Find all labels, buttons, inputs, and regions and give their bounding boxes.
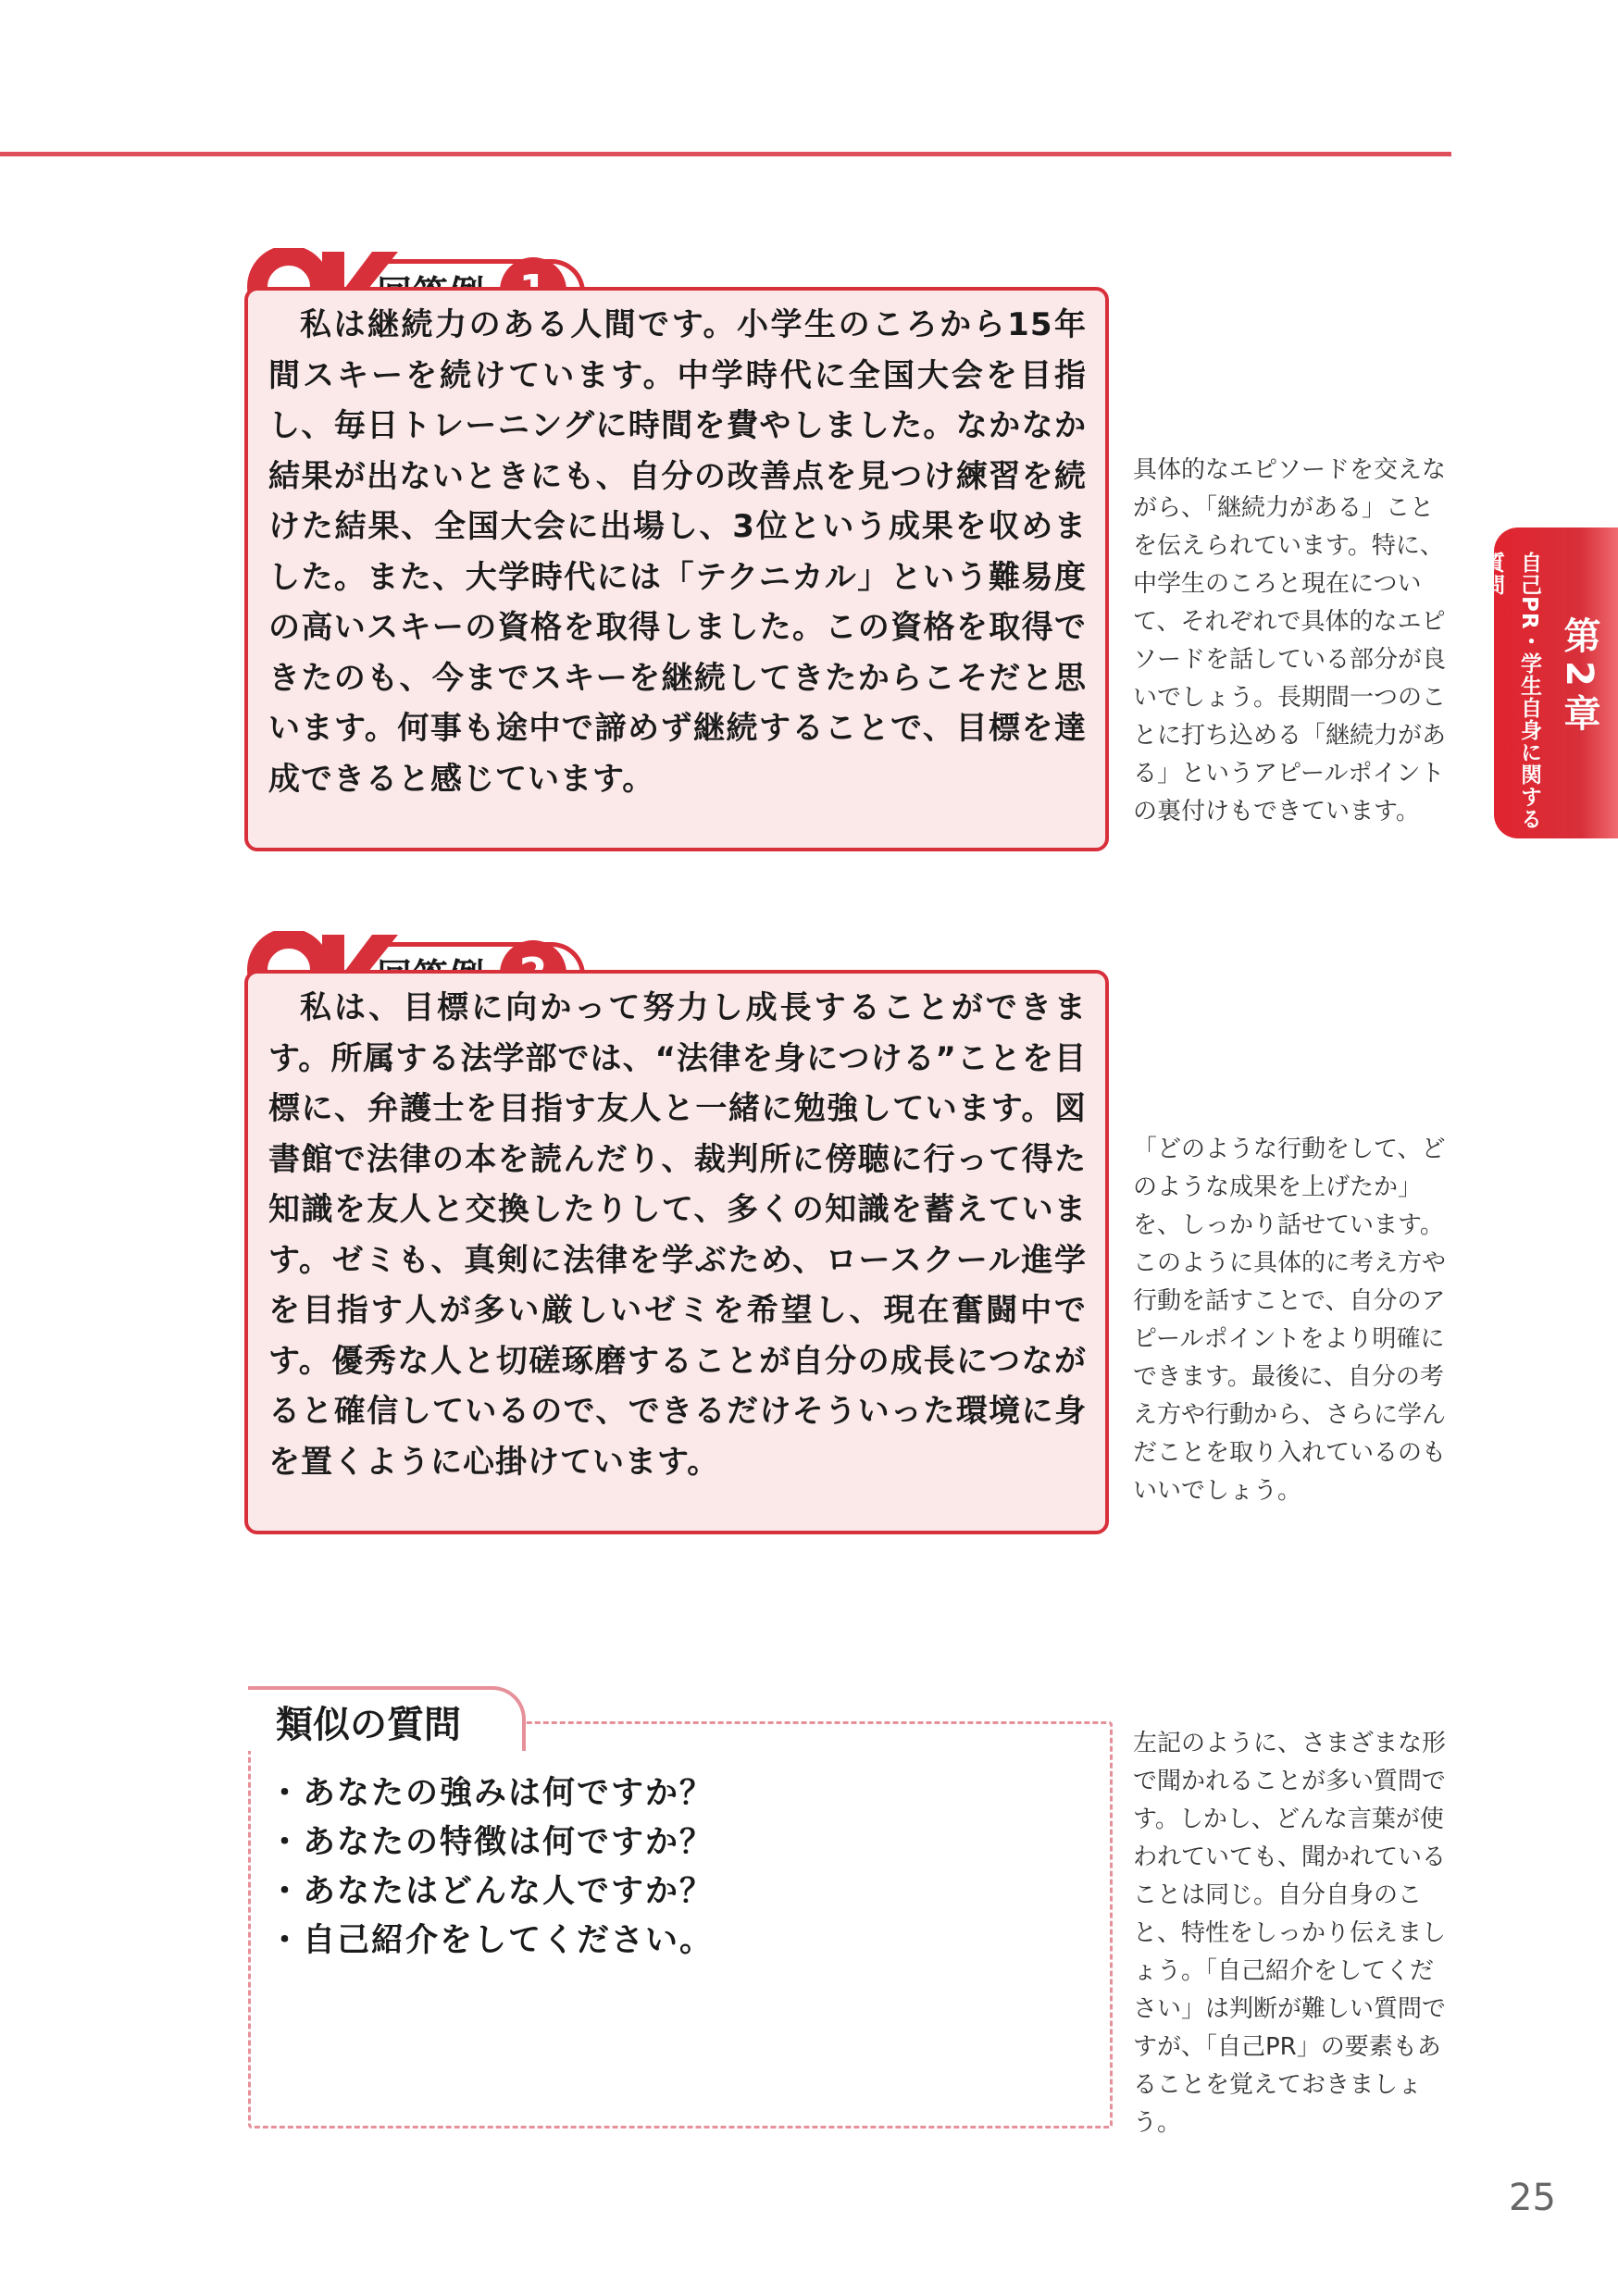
similar-question-item: ・ 自己紹介をしてください。 xyxy=(268,1917,714,1966)
side-note-3: 左記のように、さまざまな形で聞かれることが多い質問です。しかし、どんな言葉が使われていても、聞かれていることは同じ。自分自身のこと、特性をしっかり伝えましょう。「自己紹介をしてください」は判断が難しい質問ですが、「自己PR」の要素もあることを覚えておきましょう。 xyxy=(1133,1730,1447,2137)
answer-box-1 xyxy=(244,287,1109,851)
chapter-tab xyxy=(1480,527,1618,838)
similar-question-item: ・ あなたの特徴は何ですか？ xyxy=(268,1818,714,1868)
answer-text: 私は継続力のある人間です。小学生のころから15年間スキーを続けています。中学時代に全国大会を目指し、毎日トレーニングに時間を費やしました。なかなか結果が出ないときにも、自分の改善点を見つけ練習を続けた結果、全国大会に出場し、3位という成果を収めました。また、大学時代には「テクニカル」という難易度の高いスキーの資格を取得しました。この資格を取得できたのも、今までスキーを継続してきたからこそだと思います。何事も途中で諦めず継続することで、目標を達成できると感じています。 xyxy=(268,306,1087,798)
page-number: 25 xyxy=(1509,2177,1556,2219)
similar-questions-title: 類似の質問 xyxy=(276,1704,461,1746)
ok-mark-label: OK xyxy=(243,931,244,932)
answer-text: 私は、目標に向かって努力し成長することができます。所属する法学部では、“法律を身につける”ことを目標に、弁護士を目指す友人と一緒に勉強しています。図書館で法律の本を読んだり、裁判所に傍聴に行って得た知識を友人と交換したりして、多くの知識を蓄えています。ゼミも、真剣に法律を学ぶため、ロースクール進学を目指す人が多い厳しいゼミを希望し、現在奮闘中です。優秀な人と切磋琢磨することが自分の成長につながると確信しているので、できるだけそういった環境に身を置くように心掛けています。 xyxy=(268,989,1087,1481)
side-note-2: 「どのような行動をして、どのような成果を上げたか」を、しっかり話せています。このように具体的に考え方や行動を話すことで、自分のアピールポイントをより明確にできます。最後に、自分の考え方や行動から、さらに学んだことを取り入れているのもいいでしょう。 xyxy=(1133,1136,1447,1505)
similar-questions-list xyxy=(268,1769,714,1966)
side-note-1: 具体的なエピソードを交えながら、「継続力がある」ことを伝えられています。特に、中学生のころと現在について、それぞれで具体的なエピソードを話している部分が良いでしょう。長期間一つのことに打ち込める「継続力がある」というアピールポイントの裏付けもできています。 xyxy=(1133,456,1447,825)
similar-question-item: ・ あなたの強みは何ですか？ xyxy=(268,1769,714,1818)
similar-question-item: ・ あなたはどんな人ですか？ xyxy=(268,1868,714,1917)
ok-mark-label: OK xyxy=(243,248,244,249)
top-rule xyxy=(0,152,1451,156)
chapter-subtitle: 自己PR・学生自身に関する質問 xyxy=(1480,552,1541,830)
chapter-title: 第2章 xyxy=(1558,616,1600,738)
answer-box-2 xyxy=(244,970,1109,1534)
